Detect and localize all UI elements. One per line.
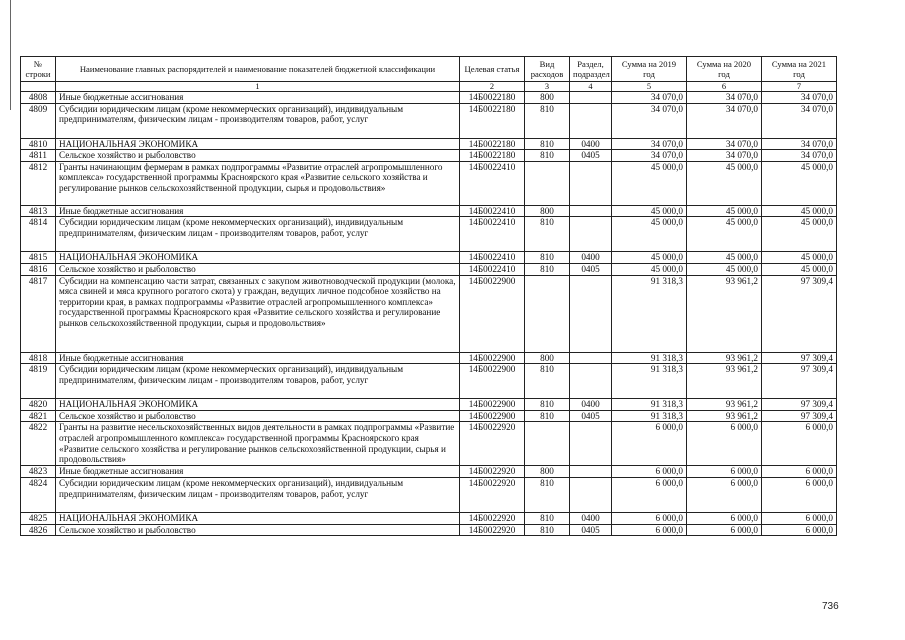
section-code	[570, 103, 612, 138]
row-name: Субсидии юридическим лицам (кроме некоммерческих организаций), индивидуальным предпринимателям, физическим лицам - производителям товаров, работ, услуг	[56, 477, 460, 512]
expense-type: 810	[525, 364, 570, 399]
table-row	[21, 263, 837, 275]
section-code	[570, 477, 612, 512]
column-number: 7	[762, 82, 837, 92]
section-code	[570, 466, 612, 478]
sum-2021: 97 309,4	[762, 399, 837, 411]
table-row	[21, 524, 837, 536]
sum-2020: 93 961,2	[687, 399, 762, 411]
target-article: 14Б0022900	[460, 275, 525, 352]
target-article: 14Б0022180	[460, 138, 525, 150]
section-code: 0405	[570, 410, 612, 422]
row-number: 4824	[21, 477, 56, 512]
section-code	[570, 217, 612, 252]
sum-2020: 34 070,0	[687, 92, 762, 104]
table-row	[21, 217, 837, 252]
target-article: 14Б0022900	[460, 399, 525, 411]
row-number: 4818	[21, 352, 56, 364]
expense-type: 810	[525, 477, 570, 512]
expense-type: 810	[525, 263, 570, 275]
expense-type	[525, 161, 570, 205]
sum-2021: 6 000,0	[762, 422, 837, 466]
row-number: 4814	[21, 217, 56, 252]
sum-2019: 45 000,0	[612, 205, 687, 217]
column-number: 2	[460, 82, 525, 92]
sum-2019: 6 000,0	[612, 524, 687, 536]
sum-2020: 45 000,0	[687, 217, 762, 252]
expense-type: 810	[525, 410, 570, 422]
row-number: 4816	[21, 263, 56, 275]
expense-type: 810	[525, 138, 570, 150]
sum-2019: 91 318,3	[612, 399, 687, 411]
row-number: 4810	[21, 138, 56, 150]
row-name: НАЦИОНАЛЬНАЯ ЭКОНОМИКА	[56, 512, 460, 524]
row-number: 4826	[21, 524, 56, 536]
row-name: Сельское хозяйство и рыболовство	[56, 263, 460, 275]
sum-2020: 34 070,0	[687, 138, 762, 150]
row-name: Сельское хозяйство и рыболовство	[56, 524, 460, 536]
section-code: 0400	[570, 138, 612, 150]
sum-2020: 93 961,2	[687, 364, 762, 399]
sum-2019: 34 070,0	[612, 103, 687, 138]
row-name: Иные бюджетные ассигнования	[56, 92, 460, 104]
row-number: 4819	[21, 364, 56, 399]
target-article: 14Б0022410	[460, 205, 525, 217]
section-code: 0405	[570, 150, 612, 162]
row-name: Гранты начинающим фермерам в рамках подпрограммы «Развитие отраслей агропромышленного комплекса» государственной программы Красноярского края «Развитие сельского хозяйства и регулирование рынков сельскохозяйственной продукции, сырья и продовольствия»	[56, 161, 460, 205]
sum-2019: 91 318,3	[612, 364, 687, 399]
target-article: 14Б0022180	[460, 103, 525, 138]
sum-2020: 45 000,0	[687, 205, 762, 217]
sum-2021: 34 070,0	[762, 150, 837, 162]
expense-type: 810	[525, 150, 570, 162]
row-name: НАЦИОНАЛЬНАЯ ЭКОНОМИКА	[56, 138, 460, 150]
row-name: Иные бюджетные ассигнования	[56, 352, 460, 364]
section-code	[570, 422, 612, 466]
section-code: 0400	[570, 252, 612, 264]
sum-2019: 6 000,0	[612, 512, 687, 524]
sum-2019: 91 318,3	[612, 275, 687, 352]
sum-2021: 97 309,4	[762, 410, 837, 422]
row-number: 4811	[21, 150, 56, 162]
sum-2020: 93 961,2	[687, 352, 762, 364]
row-number: 4823	[21, 466, 56, 478]
expense-type: 800	[525, 205, 570, 217]
section-code: 0400	[570, 512, 612, 524]
table-row	[21, 466, 837, 478]
row-name: Субсидии юридическим лицам (кроме некоммерческих организаций), индивидуальным предпринимателям, физическим лицам - производителям товаров, работ, услуг	[56, 103, 460, 138]
target-article: 14Б0022410	[460, 263, 525, 275]
header-sum-2021: Сумма на 2021 год	[762, 57, 837, 82]
sum-2019: 34 070,0	[612, 92, 687, 104]
sum-2020: 34 070,0	[687, 150, 762, 162]
sum-2021: 45 000,0	[762, 263, 837, 275]
sum-2020: 93 961,2	[687, 275, 762, 352]
target-article: 14Б0022410	[460, 217, 525, 252]
sum-2019: 45 000,0	[612, 252, 687, 264]
expense-type: 810	[525, 512, 570, 524]
row-name: Субсидии на компенсацию части затрат, связанных с закупом животноводческой продукции (молока, мяса свиней и мяса крупного рогатого скота) у граждан, ведущих личное подсобное хозяйство на территории края, в рамках подпрограммы «Развитие отраслей агропромышленного комплекса» государственной программы Красноярского края «Развитие сельского хозяйства и регулирование рынков сельскохозяйственной продукции, сырья и продовольствия»	[56, 275, 460, 352]
column-number: 4	[570, 82, 612, 92]
sum-2019: 6 000,0	[612, 477, 687, 512]
target-article: 14Б0022920	[460, 466, 525, 478]
table-row	[21, 275, 837, 352]
row-name: Сельское хозяйство и рыболовство	[56, 410, 460, 422]
section-code	[570, 275, 612, 352]
table-row	[21, 150, 837, 162]
column-number: 5	[612, 82, 687, 92]
table-row	[21, 103, 837, 138]
target-article: 14Б0022900	[460, 364, 525, 399]
sum-2021: 45 000,0	[762, 205, 837, 217]
row-number: 4817	[21, 275, 56, 352]
sum-2021: 97 309,4	[762, 275, 837, 352]
target-article: 14Б0022900	[460, 352, 525, 364]
table-row	[21, 138, 837, 150]
sum-2020: 6 000,0	[687, 524, 762, 536]
header-row-number: № строки	[21, 57, 56, 82]
table-row	[21, 477, 837, 512]
section-code	[570, 161, 612, 205]
row-name: НАЦИОНАЛЬНАЯ ЭКОНОМИКА	[56, 399, 460, 411]
sum-2019: 34 070,0	[612, 150, 687, 162]
expense-type: 810	[525, 217, 570, 252]
header-sum-2020: Сумма на 2020 год	[687, 57, 762, 82]
row-number: 4812	[21, 161, 56, 205]
section-code	[570, 364, 612, 399]
table-header	[21, 57, 837, 92]
target-article: 14Б0022920	[460, 512, 525, 524]
row-number: 4808	[21, 92, 56, 104]
header-section: Раздел, подраздел	[570, 57, 612, 82]
expense-type: 800	[525, 92, 570, 104]
table-row	[21, 92, 837, 104]
column-number: 3	[525, 82, 570, 92]
budget-table	[20, 56, 837, 536]
sum-2019: 45 000,0	[612, 263, 687, 275]
sum-2019: 91 318,3	[612, 410, 687, 422]
row-name: НАЦИОНАЛЬНАЯ ЭКОНОМИКА	[56, 252, 460, 264]
row-number: 4820	[21, 399, 56, 411]
sum-2021: 6 000,0	[762, 466, 837, 478]
target-article: 14Б0022410	[460, 252, 525, 264]
sum-2020: 45 000,0	[687, 263, 762, 275]
expense-type: 800	[525, 466, 570, 478]
row-number: 4825	[21, 512, 56, 524]
target-article: 14Б0022920	[460, 477, 525, 512]
row-number: 4821	[21, 410, 56, 422]
column-number: 1	[56, 82, 460, 92]
row-number: 4815	[21, 252, 56, 264]
table-row	[21, 252, 837, 264]
target-article: 14Б0022180	[460, 150, 525, 162]
table-row	[21, 422, 837, 466]
header-target-article: Целевая статья	[460, 57, 525, 82]
section-code	[570, 205, 612, 217]
table-row	[21, 352, 837, 364]
expense-type: 810	[525, 103, 570, 138]
sum-2020: 93 961,2	[687, 410, 762, 422]
expense-type	[525, 275, 570, 352]
expense-type: 810	[525, 252, 570, 264]
sum-2021: 34 070,0	[762, 92, 837, 104]
target-article: 14Б0022920	[460, 422, 525, 466]
column-number: 6	[687, 82, 762, 92]
section-code	[570, 92, 612, 104]
target-article: 14Б0022900	[460, 410, 525, 422]
target-article: 14Б0022410	[460, 161, 525, 205]
expense-type: 810	[525, 399, 570, 411]
table-body	[21, 92, 837, 536]
sum-2021: 6 000,0	[762, 477, 837, 512]
sum-2019: 6 000,0	[612, 422, 687, 466]
row-name: Субсидии юридическим лицам (кроме некоммерческих организаций), индивидуальным предпринимателям, физическим лицам - производителям товаров, работ, услуг	[56, 364, 460, 399]
header-sum-2019: Сумма на 2019 год	[612, 57, 687, 82]
sum-2021: 97 309,4	[762, 352, 837, 364]
row-number: 4822	[21, 422, 56, 466]
page-number: 736	[822, 601, 839, 612]
sum-2019: 91 318,3	[612, 352, 687, 364]
section-code: 0400	[570, 399, 612, 411]
sum-2019: 34 070,0	[612, 138, 687, 150]
sum-2021: 45 000,0	[762, 252, 837, 264]
column-number-blank	[21, 82, 56, 92]
header-name: Наименование главных распорядителей и наименование показателей бюджетной классификации	[56, 57, 460, 82]
row-name: Сельское хозяйство и рыболовство	[56, 150, 460, 162]
sum-2021: 45 000,0	[762, 217, 837, 252]
table-row	[21, 364, 837, 399]
table-row	[21, 205, 837, 217]
row-name: Иные бюджетные ассигнования	[56, 205, 460, 217]
section-code: 0405	[570, 524, 612, 536]
sum-2020: 45 000,0	[687, 161, 762, 205]
sum-2020: 6 000,0	[687, 477, 762, 512]
sum-2020: 45 000,0	[687, 252, 762, 264]
sum-2021: 6 000,0	[762, 512, 837, 524]
row-number: 4809	[21, 103, 56, 138]
section-code: 0405	[570, 263, 612, 275]
table-row	[21, 399, 837, 411]
expense-type	[525, 422, 570, 466]
sum-2020: 6 000,0	[687, 422, 762, 466]
table-row	[21, 410, 837, 422]
sum-2021: 45 000,0	[762, 161, 837, 205]
row-number: 4813	[21, 205, 56, 217]
target-article: 14Б0022180	[460, 92, 525, 104]
sum-2021: 97 309,4	[762, 364, 837, 399]
section-code	[570, 352, 612, 364]
target-article: 14Б0022920	[460, 524, 525, 536]
sum-2019: 6 000,0	[612, 466, 687, 478]
row-name: Субсидии юридическим лицам (кроме некоммерческих организаций), индивидуальным предпринимателям, физическим лицам - производителям товаров, работ, услуг	[56, 217, 460, 252]
sum-2019: 45 000,0	[612, 161, 687, 205]
expense-type: 800	[525, 352, 570, 364]
row-name: Иные бюджетные ассигнования	[56, 466, 460, 478]
sum-2020: 34 070,0	[687, 103, 762, 138]
binder-margin-line	[10, 0, 11, 110]
sum-2021: 34 070,0	[762, 103, 837, 138]
sum-2020: 6 000,0	[687, 512, 762, 524]
sum-2021: 6 000,0	[762, 524, 837, 536]
expense-type: 810	[525, 524, 570, 536]
header-expense-type: Вид расходов	[525, 57, 570, 82]
table-row	[21, 161, 837, 205]
sum-2020: 6 000,0	[687, 466, 762, 478]
row-name: Гранты на развитие несельскохозяйственных видов деятельности в рамках подпрограммы «Развитие отраслей агропромышленного комплекса» государственной программы Красноярского края «Развитие сельского хозяйства и регулирование рынков сельскохозяйственной продукции, сырья и продовольствия»	[56, 422, 460, 466]
table-row	[21, 512, 837, 524]
sum-2021: 34 070,0	[762, 138, 837, 150]
sum-2019: 45 000,0	[612, 217, 687, 252]
